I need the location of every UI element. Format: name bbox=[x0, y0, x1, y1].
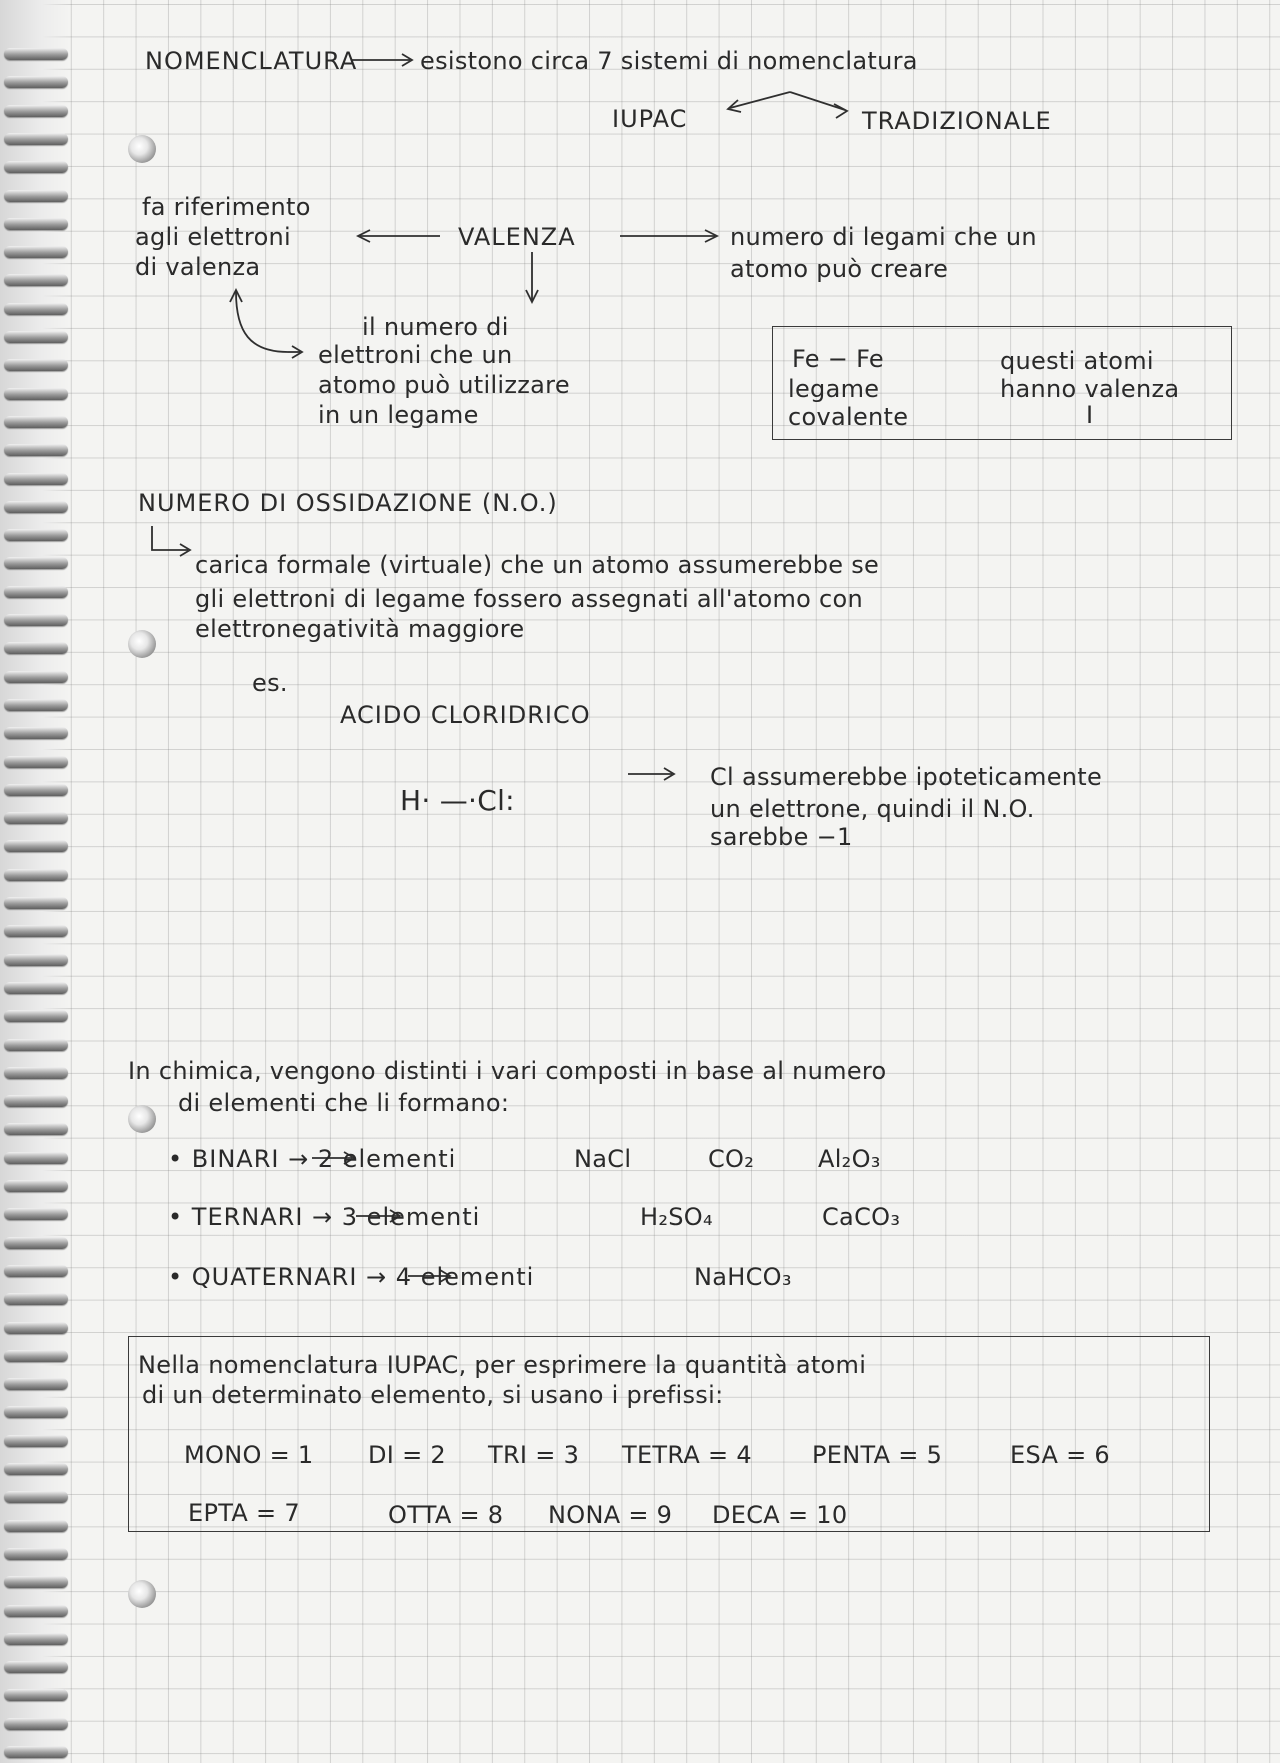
binari-label: • BINARI → 2 elementi bbox=[168, 1145, 457, 1173]
valence-center: VALENZA bbox=[458, 223, 576, 251]
ternari-example: H₂SO₄ bbox=[640, 1203, 713, 1231]
compounds-intro-line-1: In chimica, vengono distinti i vari composti in base al numero bbox=[128, 1057, 887, 1085]
hcl-result-line-3: sarebbe −1 bbox=[710, 823, 853, 851]
binari-example: CO₂ bbox=[708, 1145, 755, 1173]
valence-sub-line-2: elettroni che un bbox=[318, 341, 513, 369]
quaternari-label: • QUATERNARI → 4 elementi bbox=[168, 1263, 535, 1291]
prefix-esa: ESA = 6 bbox=[1010, 1441, 1110, 1469]
prefix-mono: MONO = 1 bbox=[184, 1441, 314, 1469]
prefix-otta: OTTA = 8 bbox=[388, 1501, 504, 1529]
prefix-tri: TRI = 3 bbox=[488, 1441, 580, 1469]
binari-example: NaCl bbox=[574, 1145, 632, 1173]
valence-def-line-2: atomo può creare bbox=[730, 255, 949, 283]
refers-line-2: agli elettroni bbox=[135, 223, 292, 251]
fe-note-line-2: hanno valenza bbox=[1000, 375, 1180, 403]
valence-sub-line-1: il numero di bbox=[362, 313, 509, 341]
hcl-result-line-1: Cl assumerebbe ipoteticamente bbox=[710, 763, 1103, 791]
example-label: es. bbox=[252, 669, 288, 697]
prefix-nona: NONA = 9 bbox=[548, 1501, 673, 1529]
oxidation-def-line-1: carica formale (virtuale) che un atomo assumerebbe se bbox=[195, 551, 880, 579]
binari-example: Al₂O₃ bbox=[818, 1145, 881, 1173]
oxidation-def-line-3: elettronegatività maggiore bbox=[195, 615, 525, 643]
prefixes-intro-line-2: di un determinato elemento, si usano i prefissi: bbox=[142, 1381, 724, 1409]
prefixes-intro-line-1: Nella nomenclatura IUPAC, per esprimere la quantità atomi bbox=[138, 1351, 867, 1379]
oxidation-def-line-2: gli elettroni di legame fossero assegnati all'atomo con bbox=[195, 585, 864, 613]
hcl-result-line-2: un elettrone, quindi il N.O. bbox=[710, 795, 1035, 823]
example-name: ACIDO CLORIDRICO bbox=[340, 701, 591, 729]
fe-bond-line-1: legame bbox=[788, 375, 880, 403]
ternari-label: • TERNARI → 3 elementi bbox=[168, 1203, 481, 1231]
valence-sub-line-4: in un legame bbox=[318, 401, 479, 429]
ternari-example: CaCO₃ bbox=[822, 1203, 901, 1231]
valence-sub-line-3: atomo può utilizzare bbox=[318, 371, 570, 399]
nomenclature-sentence: esistono circa 7 sistemi di nomenclatura bbox=[420, 47, 918, 75]
hcl-structure: H· —·Cl: bbox=[400, 784, 515, 817]
oxidation-heading: NUMERO DI OSSIDAZIONE (N.O.) bbox=[138, 489, 558, 517]
refers-line-3: di valenza bbox=[135, 253, 261, 281]
branch-iupac: IUPAC bbox=[612, 105, 688, 133]
prefix-epta: EPTA = 7 bbox=[188, 1499, 300, 1527]
quaternari-example: NaHCO₃ bbox=[694, 1263, 792, 1291]
nomenclature-heading: NOMENCLATURA bbox=[145, 47, 358, 75]
fe-bond-line-2: covalente bbox=[788, 403, 909, 431]
fe-valence-value: I bbox=[1086, 401, 1094, 429]
fe-formula: Fe − Fe bbox=[792, 345, 884, 373]
prefix-deca: DECA = 10 bbox=[712, 1501, 848, 1529]
compounds-intro-line-2: di elementi che li formano: bbox=[178, 1089, 510, 1117]
branch-tradizionale: TRADIZIONALE bbox=[862, 107, 1052, 135]
refers-line-1: fa riferimento bbox=[142, 193, 311, 221]
prefix-di: DI = 2 bbox=[368, 1441, 446, 1469]
valence-def-line-1: numero di legami che un bbox=[730, 223, 1037, 251]
prefix-penta: PENTA = 5 bbox=[812, 1441, 943, 1469]
fe-note-line-1: questi atomi bbox=[1000, 347, 1154, 375]
prefix-tetra: TETRA = 4 bbox=[622, 1441, 752, 1469]
